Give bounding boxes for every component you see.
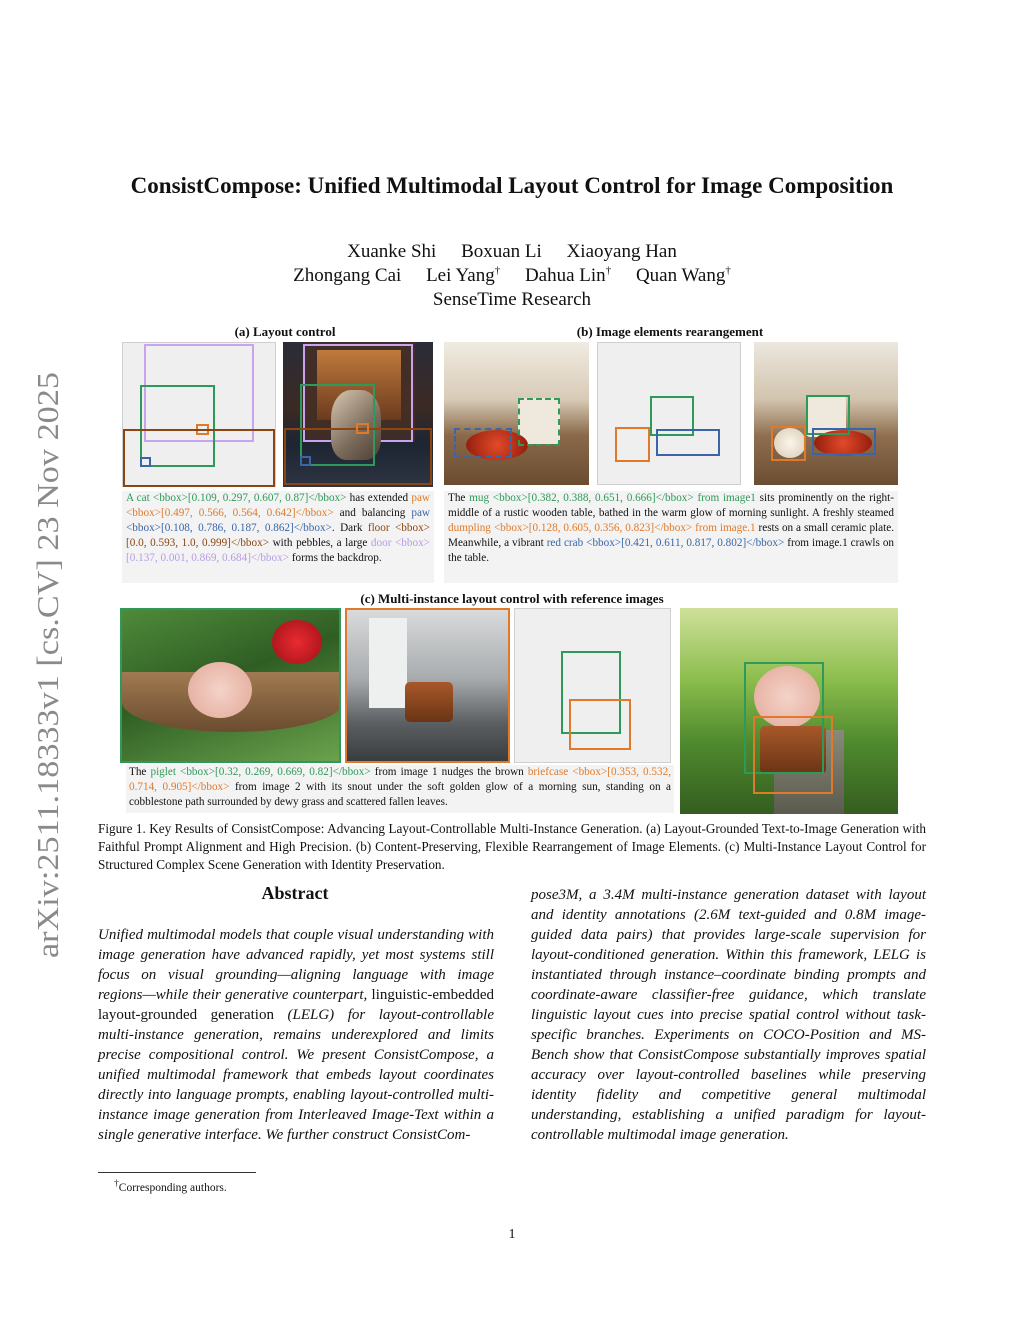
caption-a-segment: and balancing — [333, 507, 412, 519]
caption-a-segment: forms the backdrop. — [289, 552, 382, 564]
layout-c-diagram — [514, 608, 671, 763]
abstract-left-column — [98, 925, 494, 1145]
author-name: Lei Yang† — [426, 265, 501, 287]
authors-line-1 — [0, 241, 1024, 263]
arxiv-id-text: arXiv:2511.18333v1 [cs.CV] 23 Nov 2025 — [30, 427, 65, 958]
cat-generated-image — [283, 342, 433, 487]
caption-b-segment: red crab <bbox>[0.421, 0.611, 0.817, 0.802]</bbox> — [546, 537, 785, 549]
caption-a-segment: <bbox>[0.497, 0.566, 0.564, 0.642]</bbox> — [126, 507, 334, 519]
page-number: 1 — [508, 1227, 516, 1242]
caption-a-segment: door <bbox>[0.137, 0.001, 0.869, 0.684]</bbox> — [126, 537, 430, 564]
author-name: Xiaoyang Han — [566, 241, 677, 262]
caption-c-segment: briefcase <bbox>[0.353, 0.532, 0.714, 0.905]</bbox> — [129, 766, 671, 793]
figure-caption: Figure 1. Key Results of ConsistCompose: Advancing Layout-Controllable Multi-Instance Generation. (a) Layout-Grounded Text-to-Image Generation with Faithful Prompt Alignment and High Precision. (b) Content-Preserving, Flexible Rearrangement of Image Elements. (c) Multi-Instance Layout Control for Structured Complex Scene Generation with Identity Preservation. — [98, 821, 926, 872]
caption-a-segment: floor <bbox>[0.0, 0.593, 1.0, 0.999]</bbox> — [126, 522, 430, 549]
footnote-rule — [98, 1172, 256, 1173]
dagger-mark: † — [725, 265, 731, 277]
paw-small-bbox — [140, 457, 151, 467]
abstract-right-column: pose3M, a 3.4M multi-instance generation dataset with layout and identity annotations (2.6M text-guided and 0.8M image-guided data pairs) that provides large-scale supervision for layout-conditioned generation. Within this framework, LELG is instantiated through instance–coordinate binding prompts and coordinate-aware classifier-free guidance, which translate linguistic layout cues into precise spatial control without task-specific branches. Experiments on COCO-Position and MS-Bench show that ConsistCompose substantially improves spatial accuracy over layout-controlled baselines while preserving identity fidelity and competitive general multimodal understanding, establishing a unified paradigm for layout-controllable multimodal image generation. — [531, 887, 926, 1143]
author-name: Boxuan Li — [461, 241, 542, 262]
caption-a-segment: A cat <bbox>[0.109, 0.297, 0.607, 0.87]</bbox> — [126, 492, 347, 504]
footnote: †Corresponding authors. — [114, 1178, 227, 1194]
caption-c-segment: from image 2 with its snout under the soft golden glow of a morning sun, standing on a cobblestone path surrounded by dewy grass and scattered fallen leaves. — [129, 781, 671, 808]
authors-line-2 — [0, 265, 1024, 287]
panel-a-title: (a) Layout control — [234, 324, 336, 339]
generated-piglet-briefcase-image — [680, 608, 898, 814]
abstract-text-segment: Unified multimodal models that couple visual understanding with image generation have advanced rapidly, yet most systems still focus on visual grounding—aligning language with image regions—while their generative counterpart, — [98, 927, 494, 1003]
caption-a-segment: . Dark — [331, 522, 368, 534]
dagger-mark: † — [494, 265, 501, 277]
caption-b-segment: from image.1 crawls on the table. — [448, 537, 895, 564]
reference-table-image — [444, 342, 589, 485]
panel-b-title: (b) Image elements rearangement — [576, 324, 764, 339]
affiliation: SenseTime Research — [432, 289, 592, 310]
paper-title: ConsistCompose: Unified Multimodal Layout Control for Image Composition — [130, 173, 894, 198]
caption-a-segment: with pebbles, a large — [269, 537, 371, 549]
author-name: Xuanke Shi — [347, 241, 437, 262]
abstract-text-segment: linguistic-embedded layout-grounded generation — [98, 987, 494, 1023]
briefcase-shape — [405, 682, 453, 722]
layout-b-diagram — [597, 342, 741, 485]
arxiv-sidebar-stamp — [30, 370, 66, 960]
caption-b-segment: The — [448, 492, 470, 504]
piglet-shape — [188, 662, 252, 718]
caption-b-segment: mug <bbox>[0.382, 0.388, 0.651, 0.666]</bbox> from image1 — [469, 492, 756, 504]
author-name: Zhongang Cai — [293, 265, 402, 287]
reference-piglet-image — [120, 608, 341, 763]
author-name: Quan Wang† — [635, 265, 731, 287]
caption-b-segment: rests on a small ceramic plate. Meanwhile, a vibrant — [448, 522, 894, 549]
caption-a-segment: paw <bbox>[0.108, 0.786, 0.187, 0.862]</bbox> — [126, 507, 430, 534]
caption-a-segment: paw — [411, 492, 430, 504]
author-name: Dahua Lin† — [524, 265, 612, 287]
layout-a-diagram — [122, 342, 276, 487]
caption-c — [126, 765, 674, 813]
dagger-mark: † — [605, 265, 612, 277]
caption-b-segment: dumpling <bbox>[0.128, 0.605, 0.356, 0.823]</bbox> from image.1 — [448, 522, 756, 534]
abstract-title: Abstract — [261, 883, 329, 903]
caption-c-segment: piglet <bbox>[0.32, 0.269, 0.669, 0.82]</bbox> — [150, 766, 371, 778]
caption-a-segment: has extended — [346, 492, 412, 504]
abstract-text-segment: (LELG) for layout-controllable multi-instance generation, remains underexplored and limits precise compositional control. We present ConsistCompose, a unified multimodal framework that embeds layout coordinates directly into language prompts, enabling layout-controlled multi-instance image generation from Interleaved Image-Text within a single generative interface. We further construct ConsistCom- — [98, 1007, 494, 1143]
hibiscus-shape — [272, 620, 322, 664]
dagger-mark: † — [114, 1178, 119, 1189]
caption-b-segment: sits prominently on the right-middle of a rustic wooden table, bathed in the warm glow of morning sunlight. A freshly steamed — [448, 492, 894, 519]
rearranged-table-image — [754, 342, 898, 485]
caption-c-segment: The — [129, 766, 151, 778]
reference-briefcase-image — [345, 608, 510, 763]
caption-b — [444, 491, 898, 583]
panel-c-title: (c) Multi-instance layout control with reference images — [360, 591, 664, 606]
caption-c-segment: from image 1 nudges the brown — [370, 766, 528, 778]
caption-a — [122, 491, 434, 583]
